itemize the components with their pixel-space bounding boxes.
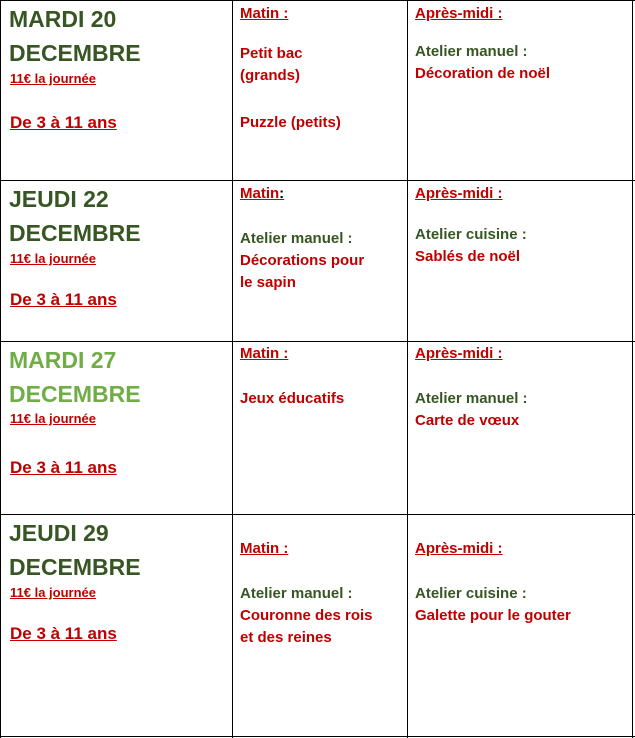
- activity-item: et des reines: [240, 629, 332, 646]
- month-title: DECEMBRE: [9, 554, 141, 580]
- afternoon-header: Après-midi :: [415, 5, 503, 22]
- activity-item: Couronne des rois: [240, 607, 373, 624]
- activity-item: Petit bac: [240, 45, 303, 62]
- afternoon-header: Après-midi :: [415, 540, 503, 557]
- activity-item: Jeux éducatifs: [240, 390, 345, 407]
- month-title: DECEMBRE: [9, 220, 141, 246]
- row-divider: [0, 514, 635, 515]
- activity-item: Décorations pour: [240, 252, 365, 269]
- morning-header: Matin:: [240, 185, 285, 202]
- month-title: DECEMBRE: [9, 381, 141, 407]
- ages-label: De 3 à 11 ans: [10, 458, 117, 477]
- activity-item: Sablés de noël: [415, 248, 521, 265]
- price-label: 11€ la journée: [10, 585, 96, 600]
- column-divider: [232, 0, 233, 738]
- activity-category: Atelier manuel :: [240, 230, 353, 247]
- activity-category: Atelier manuel :: [415, 43, 528, 60]
- activity-category: Atelier cuisine :: [415, 585, 527, 602]
- table-border-right: [632, 0, 633, 738]
- morning-header: Matin :: [240, 540, 289, 557]
- activity-item: Puzzle (petits): [240, 114, 341, 131]
- ages-label: De 3 à 11 ans: [10, 113, 117, 132]
- price-label: 11€ la journée: [10, 411, 96, 426]
- month-title: DECEMBRE: [9, 40, 141, 66]
- row-divider: [0, 341, 635, 342]
- activity-category: Atelier manuel :: [240, 585, 353, 602]
- day-title: JEUDI 29: [9, 520, 109, 546]
- price-label: 11€ la journée: [10, 71, 96, 86]
- activity-item: Décoration de noël: [415, 65, 551, 82]
- column-divider: [407, 0, 408, 738]
- table-border-left: [0, 0, 1, 738]
- activity-item: Galette pour le gouter: [415, 607, 571, 624]
- day-title: JEUDI 22: [9, 186, 109, 212]
- activity-category: Atelier manuel :: [415, 390, 528, 407]
- table-border-bottom: [0, 736, 635, 737]
- ages-label: De 3 à 11 ans: [10, 290, 117, 309]
- activity-item: le sapin: [240, 274, 296, 291]
- day-title: MARDI 27: [9, 347, 117, 373]
- price-label: 11€ la journée: [10, 251, 96, 266]
- afternoon-header: Après-midi :: [415, 185, 503, 202]
- ages-label: De 3 à 11 ans: [10, 624, 117, 643]
- day-title: MARDI 20: [9, 6, 117, 32]
- morning-header: Matin :: [240, 5, 289, 22]
- activity-item: (grands): [240, 67, 300, 84]
- row-divider: [0, 180, 635, 181]
- table-border-top: [0, 0, 635, 1]
- afternoon-header: Après-midi :: [415, 345, 503, 362]
- activity-item: Carte de vœux: [415, 412, 520, 429]
- activity-category: Atelier cuisine :: [415, 226, 527, 243]
- morning-header: Matin :: [240, 345, 289, 362]
